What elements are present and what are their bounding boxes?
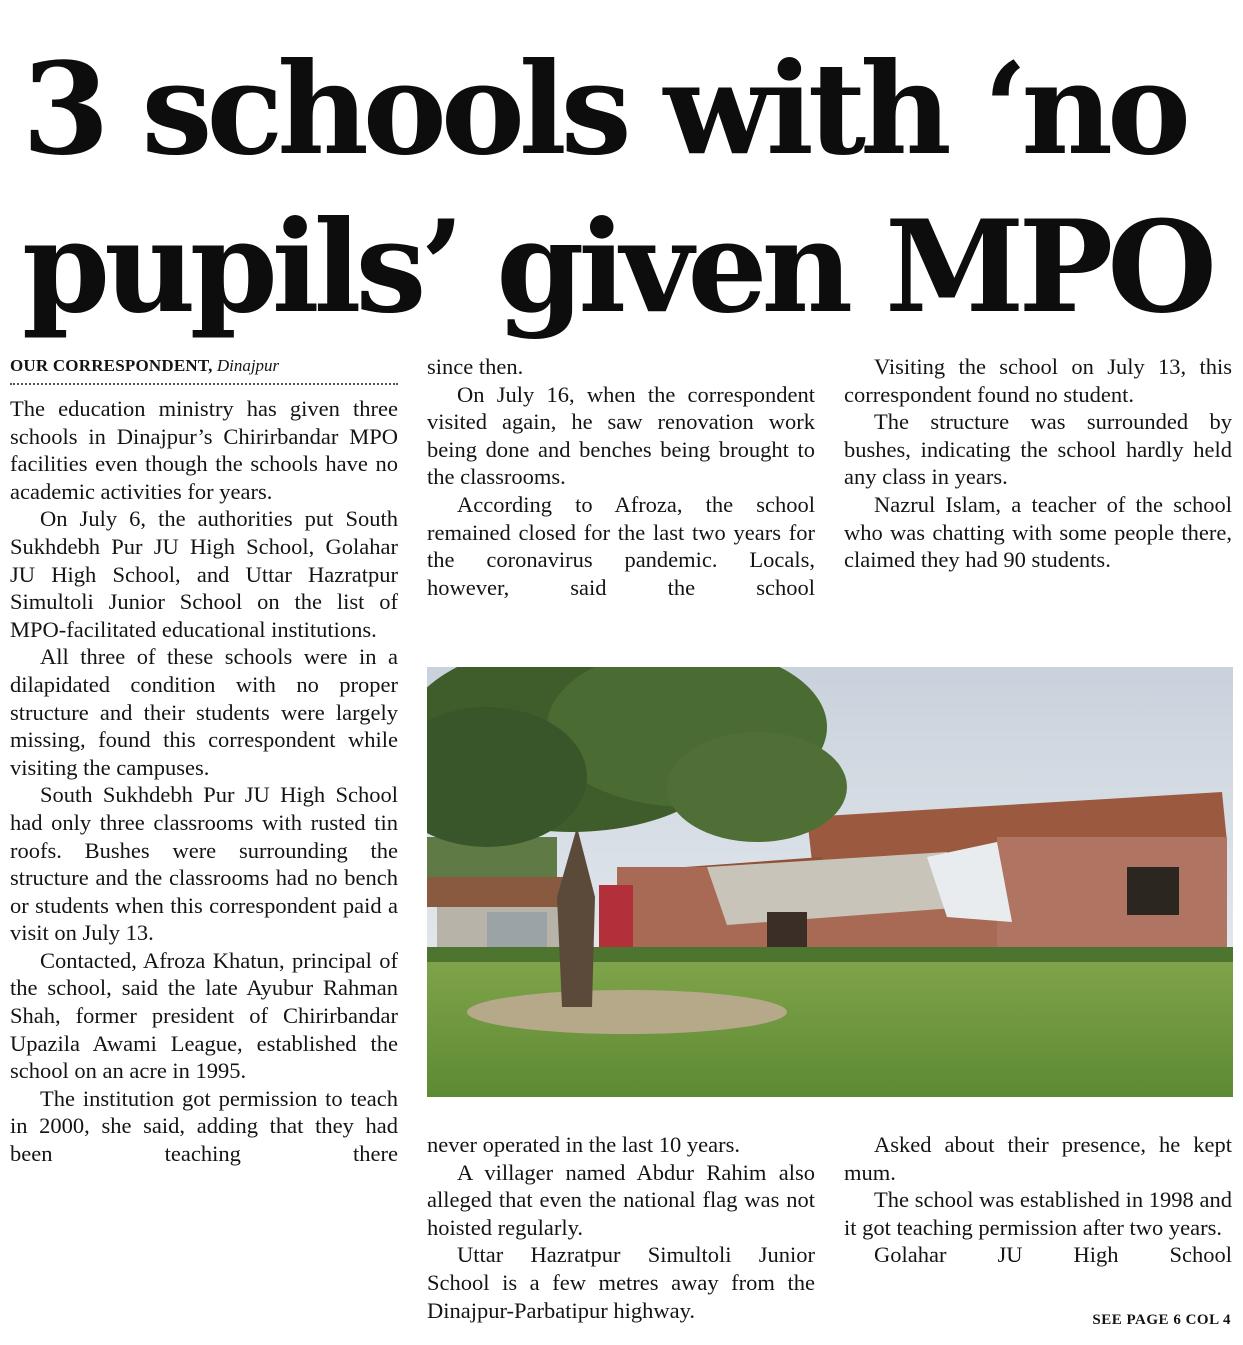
- article-column-3-bottom: [844, 1131, 1232, 1269]
- article-column-2-bottom: [427, 1131, 815, 1324]
- paragraph: Uttar Hazratpur Simultoli Junior School is a few metres away from the Dinajpur-Parbatipur highway.: [427, 1242, 815, 1323]
- school-photo-illustration: [427, 667, 1233, 1097]
- article-column-1: [10, 356, 398, 1168]
- article-column-3-top: [844, 353, 1232, 574]
- paragraph: The institution got permission to teach in 2000, she said, adding that they had been teaching there: [10, 1085, 398, 1167]
- paragraph: Contacted, Afroza Khatun, principal of the school, said the late Ayubur Rahman Shah, former president of Chirirbandar Upazila Awami League, established the school on an acre in 1995.: [10, 947, 398, 1084]
- paragraph: Nazrul Islam, a teacher of the school who was chatting with some people there, claimed they had 90 students.: [844, 491, 1232, 573]
- paragraph: The structure was surrounded by bushes, indicating the school hardly held any class in years.: [844, 409, 1232, 490]
- paragraph: On July 6, the authorities put South Sukhdebh Pur JU High School, Golahar JU High School, and Uttar Hazratpur Simultoli Junior School on the list of MPO-facilitated educational institutions.: [10, 506, 398, 642]
- article-column-2-top: [427, 353, 815, 601]
- paragraph: never operated in the last 10 years.: [427, 1132, 741, 1157]
- headline: [22, 30, 1237, 346]
- paragraph: South Sukhdebh Pur JU High School had only three classrooms with rusted tin roofs. Bushes were surrounding the structure and the classrooms had no bench or students when this correspondent paid a visit on July 13.: [10, 782, 398, 946]
- school-photo: [427, 667, 1233, 1097]
- paragraph: All three of these schools were in a dilapidated condition with no proper structure and their students were largely missing, found this correspondent while visiting the campuses.: [10, 644, 398, 780]
- paragraph: A villager named Abdur Rahim also alleged that even the national flag was not hoisted regularly.: [427, 1159, 815, 1240]
- paragraph: According to Afroza, the school remained closed for the last two years for the coronavirus pandemic. Locals, however, said the school: [427, 491, 815, 600]
- paragraph: since then.: [427, 354, 524, 379]
- byline-author: OUR CORRESPONDENT,: [10, 356, 213, 375]
- paragraph: Golahar JU High School: [874, 1242, 1232, 1268]
- byline-location: Dinajpur: [216, 356, 280, 375]
- paragraph: Visiting the school on July 13, this correspondent found no student.: [844, 354, 1232, 407]
- paragraph: On July 16, when the correspondent visited again, he saw renovation work being done and benches being brought to the classrooms.: [427, 381, 815, 490]
- paragraph: Asked about their presence, he kept mum.: [844, 1132, 1232, 1185]
- byline: [10, 356, 398, 385]
- paragraph: The school was established in 1998 and it got teaching permission after two years.: [844, 1187, 1232, 1240]
- headline-line-2: pupils’ given MPO: [22, 193, 1212, 341]
- paragraph: The education ministry has given three schools in Dinajpur’s Chirirbandar MPO facilities even though the schools have no academic activities for years.: [10, 396, 398, 504]
- jump-line: SEE PAGE 6 COL 4: [1092, 1312, 1231, 1328]
- headline-line-1: 3 schools with ‘no: [22, 35, 1186, 183]
